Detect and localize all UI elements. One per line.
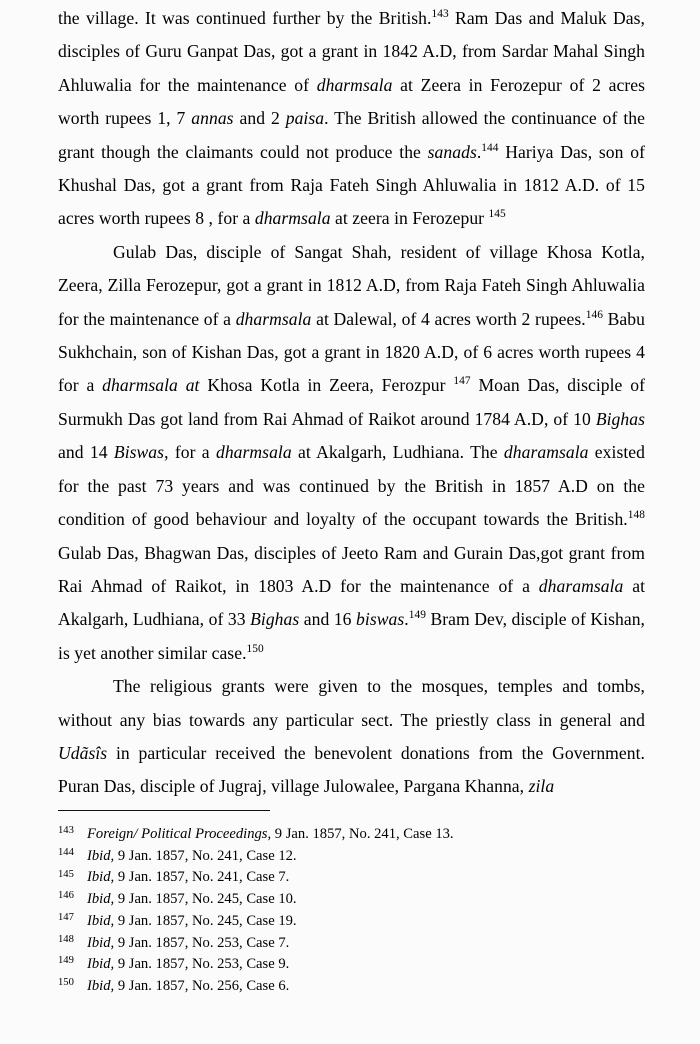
footnote-reference-143[interactable]: 143	[431, 7, 449, 20]
italic-term: sanads	[427, 141, 477, 162]
footnote-source-title: Ibid,	[87, 847, 115, 864]
italic-term: Bighas	[250, 609, 300, 630]
footnote-item: 146 Ibid, 9 Jan. 1857, No. 245, Case 10.	[58, 890, 297, 908]
footnote-item: 147 Ibid, 9 Jan. 1857, No. 245, Case 19.	[58, 912, 297, 929]
text-run: Hariya Das, son of Khushal Das, got a grant from Raja Fateh Singh Ahluwalia in 1812 A.D. of 15 acres worth rupees 8 , for a	[58, 141, 645, 229]
footnote-list	[58, 824, 648, 998]
text-run: , for a	[164, 442, 216, 463]
para-grants-continued	[58, 2, 645, 236]
text-run: Moan Das, disciple of Surmukh Das got land from Rai Ahmad of Raikot around 1784 A.D, of 10	[58, 375, 645, 429]
italic-term: dharmsala	[254, 208, 331, 229]
footnote-item: 149 Ibid, 9 Jan. 1857, No. 253, Case 9.	[58, 955, 290, 973]
italic-term: zila	[528, 776, 555, 797]
footnote-item: 145 Ibid, 9 Jan. 1857, No. 241, Case 7.	[58, 868, 290, 886]
text-run: existed for the past 73 years and was continued by the British in 1857 A.D on the condition of good behaviour and loyalty of the occupant towards the British.	[58, 442, 645, 530]
text-run: The religious grants were given to the mosques, temples and tombs, without any bias towards any particular sect. The priestly class in general and	[58, 676, 645, 730]
footnote-separator-rule	[58, 810, 270, 811]
footnote-source-title: Ibid,	[87, 869, 115, 886]
text-run: at Zeera in Ferozepur of 2 acres worth rupees 1, 7	[58, 74, 645, 129]
italic-term: dharmsala at	[102, 375, 200, 396]
text-run: Bram Dev, disciple of Kishan, is yet another similar case.	[58, 609, 645, 663]
footnote-source-title: Ibid,	[87, 956, 115, 973]
footnote-citation-detail: 9 Jan. 1857, No. 253, Case 7.	[114, 934, 290, 951]
italic-term: Udãsîs	[58, 742, 108, 763]
text-run: the village. It was continued further by the British.	[58, 8, 432, 28]
italic-term: annas	[191, 108, 234, 129]
text-run: .	[404, 609, 409, 630]
italic-term: dharamsala	[538, 575, 624, 596]
footnote-reference-150[interactable]: 150	[246, 642, 264, 655]
footnote-item: 148 Ibid, 9 Jan. 1857, No. 253, Case 7.	[58, 933, 290, 951]
italic-term: dharmsala	[235, 308, 312, 329]
italic-term: dharamsala	[503, 442, 589, 463]
footnote-citation-detail: 9 Jan. 1857, No. 245, Case 10.	[114, 891, 297, 908]
text-run: and 16	[299, 609, 357, 630]
footnote-reference-149[interactable]: 149	[408, 609, 426, 622]
footnote-item: 150 Ibid, 9 Jan. 1857, No. 256, Case 6.	[58, 977, 290, 994]
text-run: Gulab Das, disciple of Sangat Shah, resident of village Khosa Kotla, Zeera, Zilla Ferozepur, got a grant in 1812 A.D, from Raja Fateh Singh Ahluwalia for the maintenance of a	[58, 241, 645, 329]
body-text-column	[58, 0, 645, 804]
text-run: Khosa Kotla in Zeera, Ferozpur	[199, 375, 454, 396]
italic-term: Biswas	[113, 442, 165, 463]
footnote-source-title: Ibid,	[87, 912, 115, 929]
footnote-item: 144 Ibid, 9 Jan. 1857, No. 241, Case 12.	[58, 846, 297, 864]
footnote-reference-144[interactable]: 144	[481, 141, 499, 154]
text-run: at zeera in Ferozepur	[330, 208, 489, 229]
footnote-citation-detail: 9 Jan. 1857, No. 241, Case 12.	[114, 847, 297, 864]
italic-term: biswas	[356, 609, 405, 630]
footnote-reference-147[interactable]: 147	[453, 375, 471, 388]
footnote-citation-detail: 9 Jan. 1857, No. 253, Case 9.	[114, 956, 290, 973]
italic-term: dharmsala	[316, 74, 393, 95]
footnote-source-title: Ibid,	[87, 977, 115, 994]
text-run: at Akalgarh, Ludhiana. The	[291, 442, 504, 463]
text-run: at Akalgarh, Ludhiana, of 33	[58, 575, 646, 630]
footnote-citation-detail: , 9 Jan. 1857, No. 241, Case 13.	[267, 826, 454, 842]
footnote-reference-145[interactable]: 145	[488, 208, 506, 221]
text-run: . The British allowed the continuance of the grant though the claimants could not produce the	[58, 108, 645, 162]
footnote-source-title: Ibid,	[87, 891, 115, 908]
italic-term: dharmsala	[215, 442, 292, 463]
footnote-reference-146[interactable]: 146	[585, 308, 603, 321]
para-gulab-das	[58, 236, 645, 670]
text-run: Ram Das and Maluk Das, disciples of Guru Ganpat Das, got a grant in 1842 A.D, from Sardar Mahal Singh Ahluwalia for the maintenance of	[58, 8, 645, 95]
text-run: and 14	[58, 442, 114, 463]
footnote-citation-detail: 9 Jan. 1857, No. 256, Case 6.	[114, 977, 290, 994]
para-religious-grants	[58, 670, 645, 804]
footnote-source-title: Ibid,	[87, 934, 115, 951]
text-run: .	[476, 141, 482, 162]
italic-term: Bighas	[595, 408, 645, 429]
footnote-citation-detail: 9 Jan. 1857, No. 245, Case 19.	[114, 912, 297, 929]
footnote-item: 143 Foreign/ Political Proceedings, 9 Jan. 1857, No. 241, Case 13.	[58, 825, 454, 842]
italic-term: paisa	[285, 108, 325, 129]
text-run: at Dalewal, of 4 acres worth 2 rupees.	[311, 308, 586, 329]
text-run: in particular received the benevolent donations from the Government. Puran Das, disciple of Jugraj, village Julowalee, Pargana Khanna,	[58, 742, 645, 797]
text-run: and 2	[233, 108, 286, 129]
footnote-citation-detail: 9 Jan. 1857, No. 241, Case 7.	[114, 869, 290, 886]
text-run: Gulab Das, Bhagwan Das, disciples of Jeeto Ram and Gurain Das,got grant from Rai Ahmad of Raikot, in 1803 A.D for the maintenance of a	[58, 542, 645, 596]
footnote-source-title: Foreign/ Political Proceedings	[87, 826, 268, 842]
text-run: Babu Sukhchain, son of Kishan Das, got a grant in 1820 A.D, of 6 acres worth rupees 4 for a	[58, 308, 645, 396]
footnote-reference-148[interactable]: 148	[627, 509, 645, 522]
